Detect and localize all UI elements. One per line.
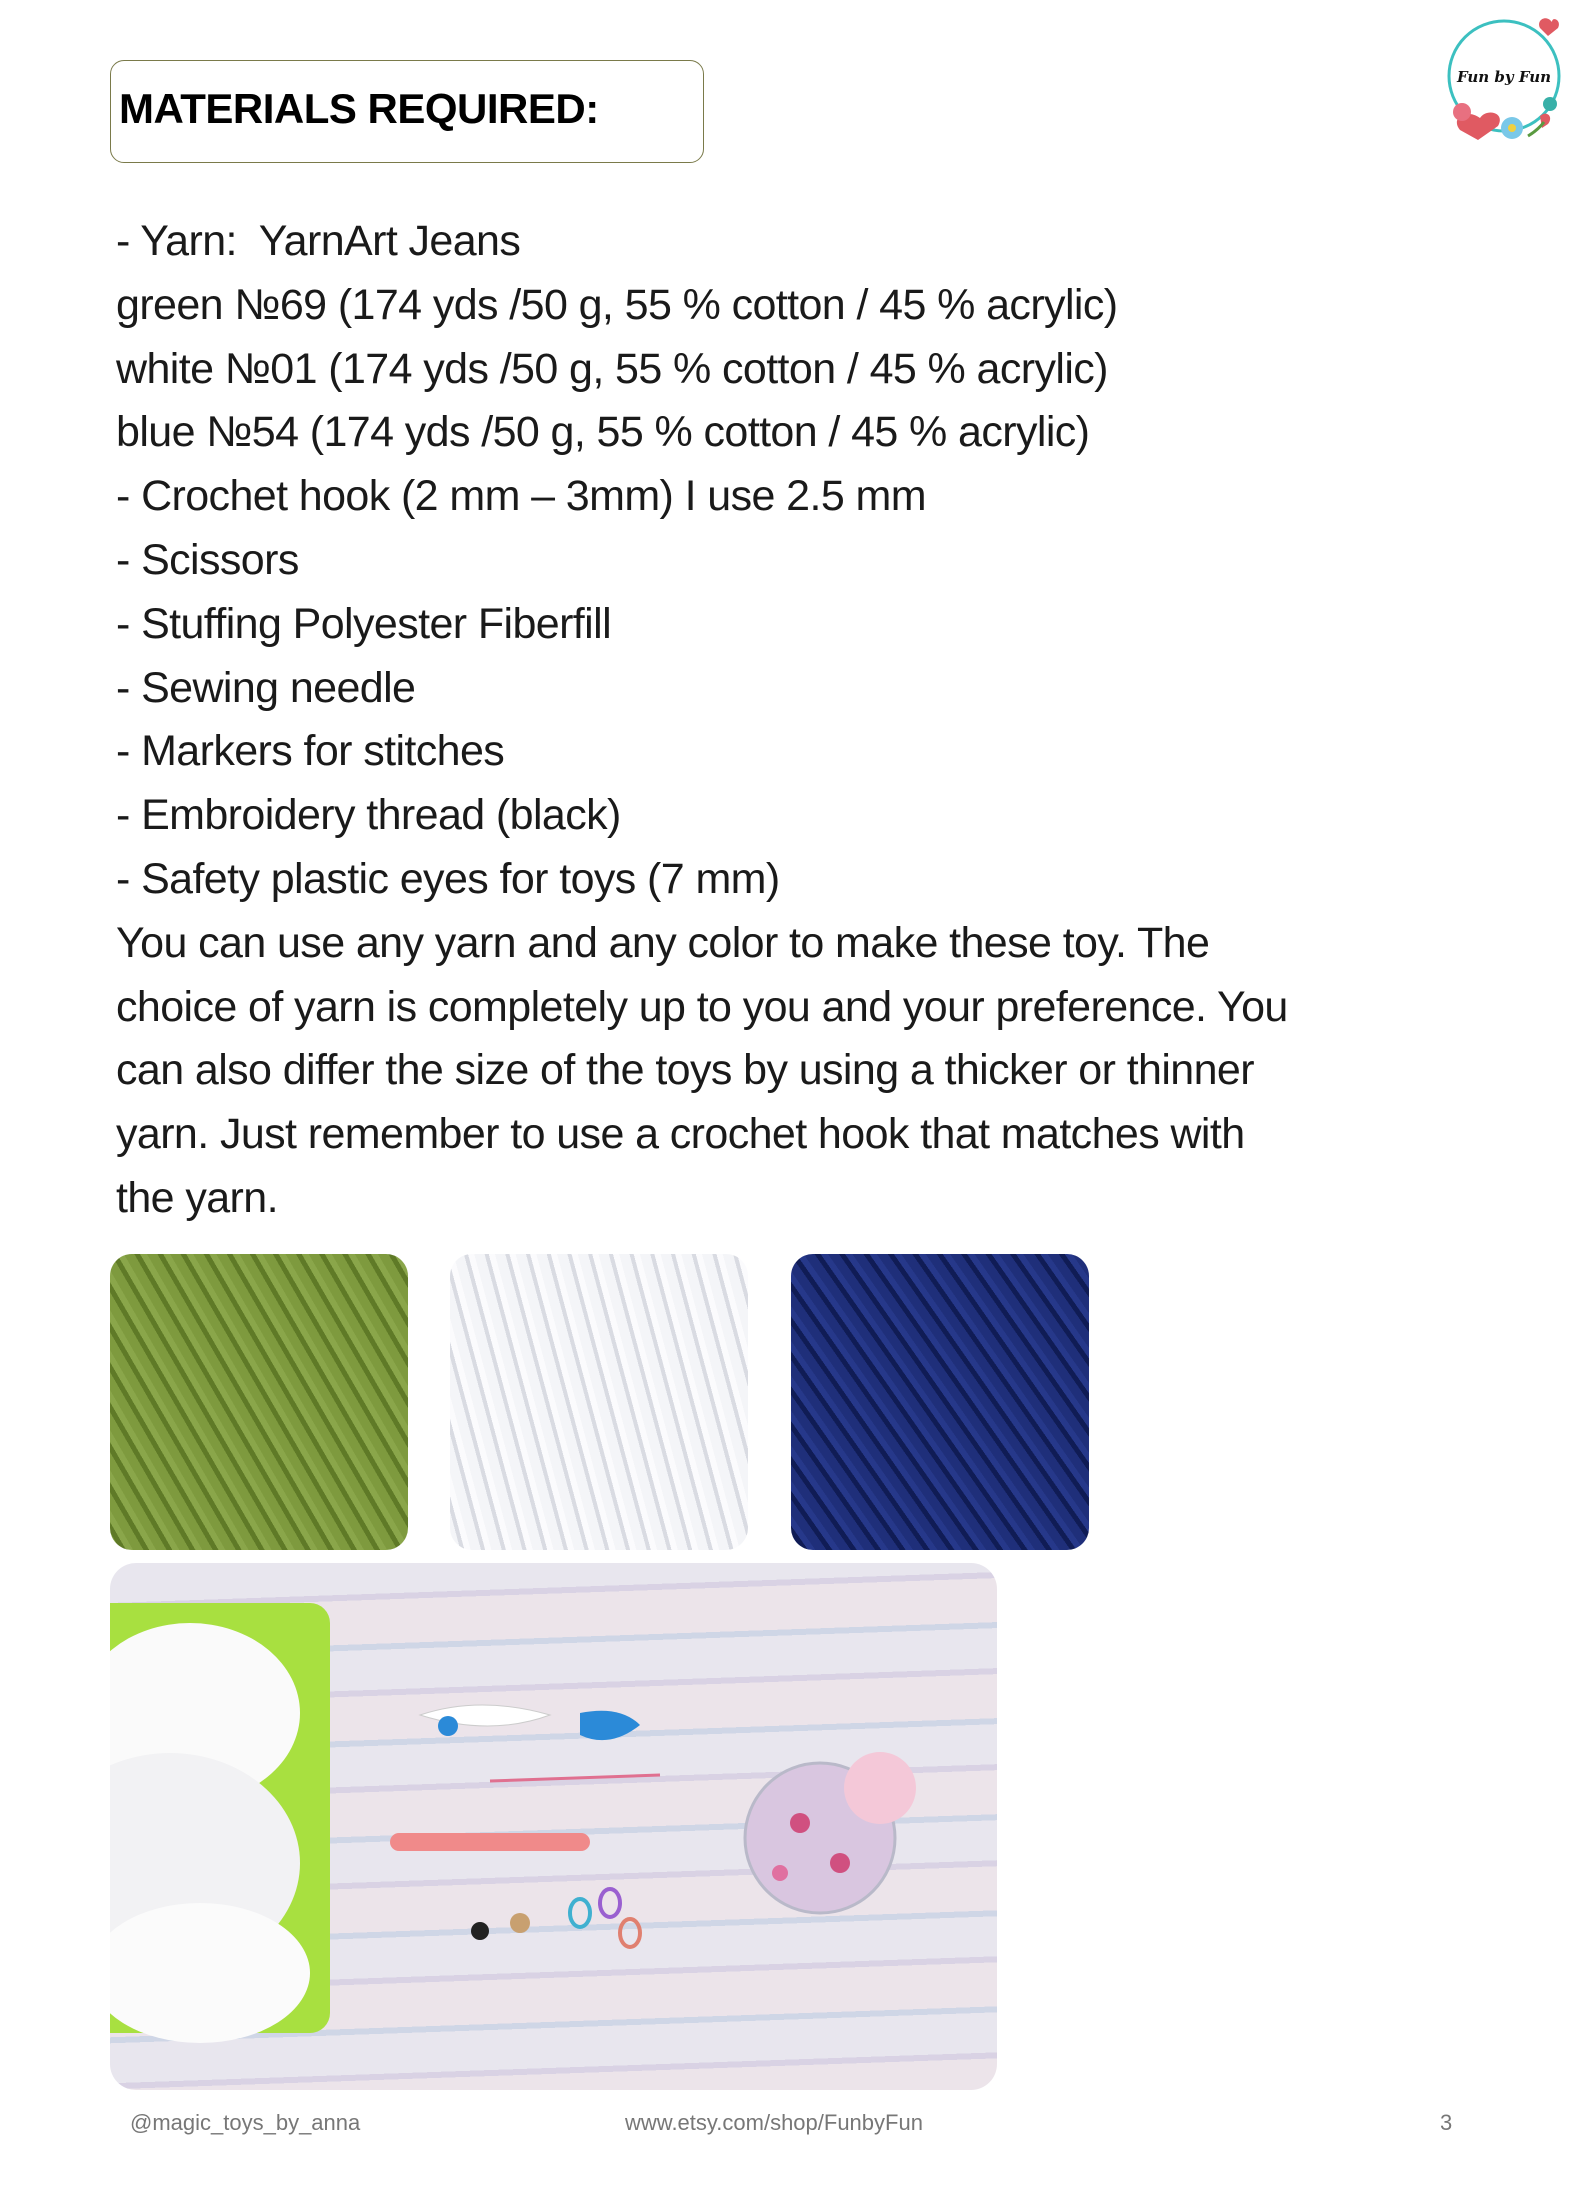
- section-title: MATERIALS REQUIRED:: [119, 85, 599, 132]
- svg-text:Fun by Fun: Fun by Fun: [1456, 68, 1552, 86]
- list-line: white №01 (174 yds /50 g, 55 % cotton / 45 % acrylic): [116, 344, 1108, 393]
- materials-list: [116, 210, 1288, 1231]
- scissors: [420, 1705, 640, 1740]
- paragraph-line: the yarn.: [116, 1173, 278, 1222]
- list-line: - Markers for stitches: [116, 727, 505, 776]
- blue-yarn-swatch: [791, 1254, 1089, 1550]
- list-line: green №69 (174 yds /50 g, 55 % cotton / 45 % acrylic): [116, 280, 1118, 329]
- stitch-markers: [570, 1889, 640, 1947]
- crochet-hook: [390, 1833, 590, 1851]
- section-title-box: [110, 60, 704, 163]
- list-line: - Crochet hook (2 mm – 3mm) I use 2.5 mm: [116, 472, 926, 521]
- tools-photo: [110, 1563, 997, 2090]
- list-line: blue №54 (174 yds /50 g, 55 % cotton / 45 % acrylic): [116, 408, 1090, 457]
- paragraph-line: yarn. Just remember to use a crochet hook that matches with: [116, 1110, 1245, 1159]
- white-yarn-swatch: [450, 1254, 748, 1550]
- paragraph-line: You can use any yarn and any color to make these toy. The: [116, 918, 1210, 967]
- fun-by-fun-logo: [1440, 8, 1570, 148]
- fiberfill-tray: [110, 1603, 330, 2043]
- paragraph-line: choice of yarn is completely up to you and your preference. You: [116, 982, 1288, 1031]
- list-line: - Safety plastic eyes for toys (7 mm): [116, 854, 780, 903]
- list-line: - Scissors: [116, 535, 299, 584]
- footer-instagram: @magic_toys_by_anna: [130, 2110, 361, 2135]
- paragraph-line: can also differ the size of the toys by using a thicker or thinner: [116, 1046, 1254, 1095]
- list-line: - Sewing needle: [116, 663, 416, 712]
- sewing-needle: [490, 1775, 660, 1781]
- list-line: - Embroidery thread (black): [116, 791, 621, 840]
- list-line: - Stuffing Polyester Fiberfill: [116, 599, 612, 648]
- footer-shop-link[interactable]: www.etsy.com/shop/FunbyFun: [625, 2110, 923, 2135]
- safety-eyes: [471, 1913, 530, 1940]
- pin-cushion: [745, 1752, 916, 1913]
- green-yarn-swatch: [110, 1254, 408, 1550]
- list-line: - Yarn: YarnArt Jeans: [116, 217, 521, 265]
- page-number: 3: [1440, 2110, 1453, 2135]
